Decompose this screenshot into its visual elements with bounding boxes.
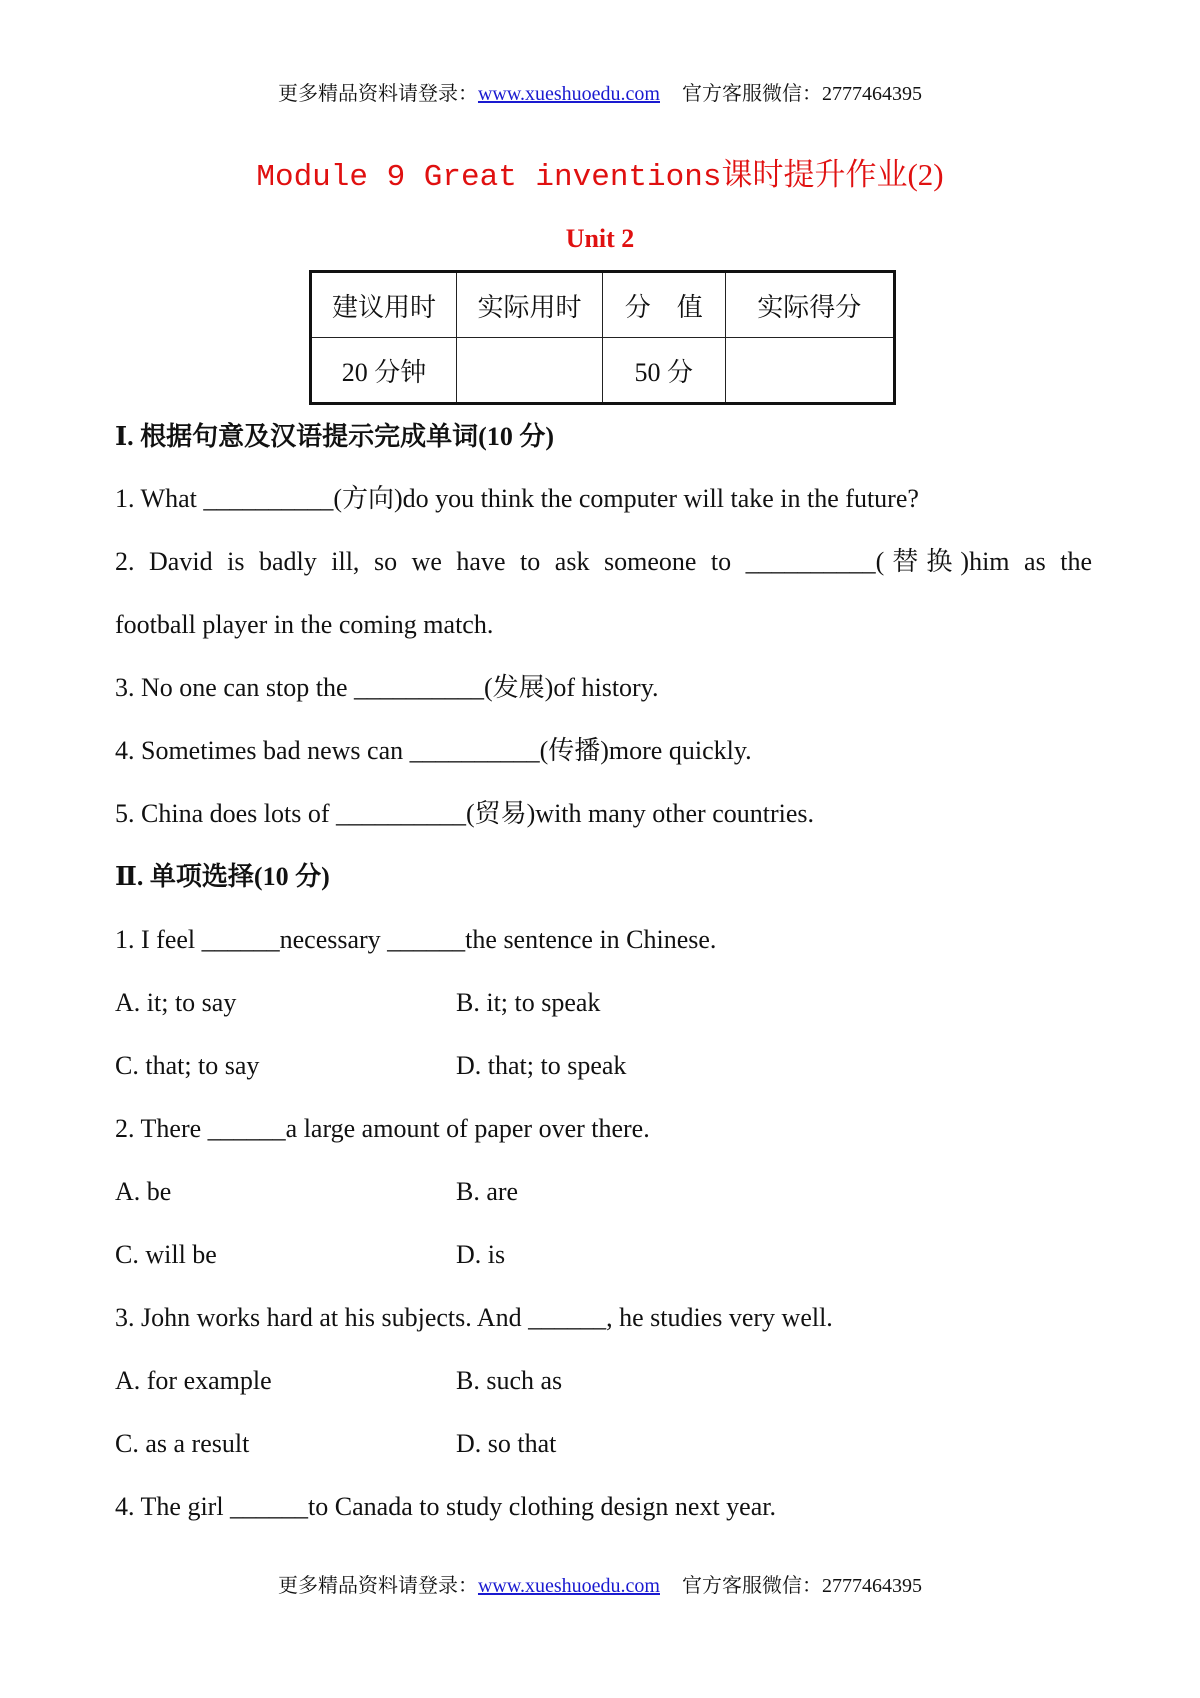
section-1-item: 5. China does lots of __________(贸易)with many other countries. [115, 799, 815, 828]
section-1-title: Ⅰ. 根据句意及汉语提示完成单词(10 分) [115, 422, 554, 451]
score-table-value-row [311, 338, 895, 404]
question-option: C. that; to say [115, 1051, 260, 1080]
score-table-header-row [311, 272, 895, 338]
page-header [0, 80, 1200, 108]
score-header-cell: 实际用时 [457, 272, 603, 338]
question-option: D. is [456, 1240, 506, 1269]
section-1-item: 4. Sometimes bad news can __________(传播)more quickly. [115, 736, 752, 765]
question-option: C. as a result [115, 1429, 250, 1458]
question-option: A. be [115, 1177, 172, 1206]
header-link[interactable]: www.xueshuoedu.com [477, 83, 660, 105]
header-service: 官方客服微信：2777464395 [682, 83, 922, 105]
section-1-item-continued: football player in the coming match. [115, 610, 494, 639]
question-option: B. such as [456, 1366, 563, 1395]
question-option: D. so that [456, 1429, 557, 1458]
section-1-item: 3. No one can stop the __________(发展)of history. [115, 673, 659, 702]
footer-service: 官方客服微信：2777464395 [682, 1575, 922, 1597]
question-stem: 1. I feel ______necessary ______the sentence in Chinese. [115, 925, 717, 954]
footer-link[interactable]: www.xueshuoedu.com [477, 1575, 660, 1597]
question-stem: 2. There ______a large amount of paper over there. [115, 1114, 650, 1143]
score-value-cell: 50 分 [603, 338, 726, 404]
question-option: B. are [456, 1177, 519, 1206]
title-english: Module 9 Great inventions [256, 160, 722, 195]
question-option: B. it; to speak [456, 988, 601, 1017]
title-chinese: 课时提升作业(2) [721, 157, 944, 192]
question-stem: 4. The girl ______to Canada to study clothing design next year. [115, 1492, 776, 1521]
section-2-title: Ⅱ. 单项选择(10 分) [115, 862, 330, 891]
section-1-item: 1. What __________(方向)do you think the computer will take in the future? [115, 484, 919, 513]
header-prefix: 更多精品资料请登录： [277, 83, 478, 105]
score-table [309, 270, 896, 405]
score-header-cell: 实际得分 [725, 272, 894, 338]
question-option: A. for example [115, 1366, 272, 1395]
score-value-cell: 20 分钟 [311, 338, 457, 404]
section-1-item: 2. David is badly ill, so we have to ask someone to __________(替换)him as the [115, 547, 1092, 576]
question-option: C. will be [115, 1240, 217, 1269]
unit-label: Unit 2 [565, 224, 635, 253]
score-value-cell [457, 338, 603, 404]
page-footer [0, 1572, 1200, 1600]
footer-prefix: 更多精品资料请登录： [277, 1575, 478, 1597]
page-title [0, 155, 1200, 198]
score-header-cell: 分 值 [603, 272, 726, 338]
question-stem: 3. John works hard at his subjects. And ______, he studies very well. [115, 1303, 833, 1332]
question-option: A. it; to say [115, 988, 237, 1017]
score-header-cell: 建议用时 [311, 272, 457, 338]
score-value-cell [725, 338, 894, 404]
question-option: D. that; to speak [456, 1051, 627, 1080]
